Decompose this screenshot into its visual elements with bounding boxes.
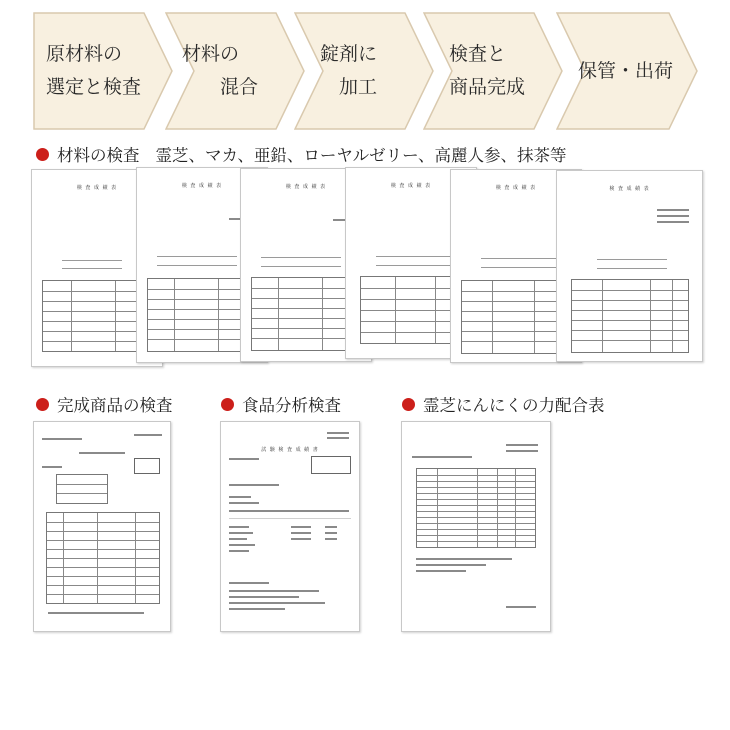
process-step-2 [165,12,305,130]
food-analysis-document: 試 験 検 査 成 績 書 [220,421,360,632]
material-inspection-document: 検 査 成 績 表 [31,169,163,367]
section-title: 食品分析検査 [242,396,341,415]
formula-table-heading [402,392,605,416]
process-step-label: 原材料の 選定と検査 [46,43,142,98]
bullet-icon [402,398,415,411]
bullet-icon [36,148,49,161]
materials-inspection-heading [36,142,567,166]
material-inspection-document: 検 査 成 績 表 [450,169,582,363]
process-step-4 [423,12,563,130]
material-inspection-document: 検 査 成 績 表 [136,167,268,363]
section-title: 完成商品の検査 [57,396,173,415]
bullet-icon [36,398,49,411]
process-step-label: 錠剤に 加工 [320,43,378,98]
materials-list: 霊芝、マカ、亜鉛、ローヤルゼリー、高麗人参、抹茶等 [155,146,567,165]
process-step-3 [294,12,434,130]
food-analysis-heading [221,392,341,416]
process-flow [0,0,730,135]
bullet-icon [221,398,234,411]
material-inspection-document: 検 査 成 績 表 [240,168,372,362]
formula-table-document [401,421,551,632]
process-step-1 [33,12,173,130]
section-title: 材料の検査 [57,146,140,165]
process-step-label: 材料の 混合 [182,43,259,98]
section-title: 霊芝にんにくの力配合表 [423,396,605,415]
process-step-label: 検査と 商品完成 [449,43,526,98]
product-inspection-heading [36,392,173,416]
material-inspection-document: 検 査 成 績 表 [345,167,477,359]
material-inspection-document: 検 査 成 績 表 [556,170,703,362]
product-inspection-document [33,421,171,632]
process-step-5 [556,12,698,130]
process-step-label: 保管・出荷 [578,59,674,82]
